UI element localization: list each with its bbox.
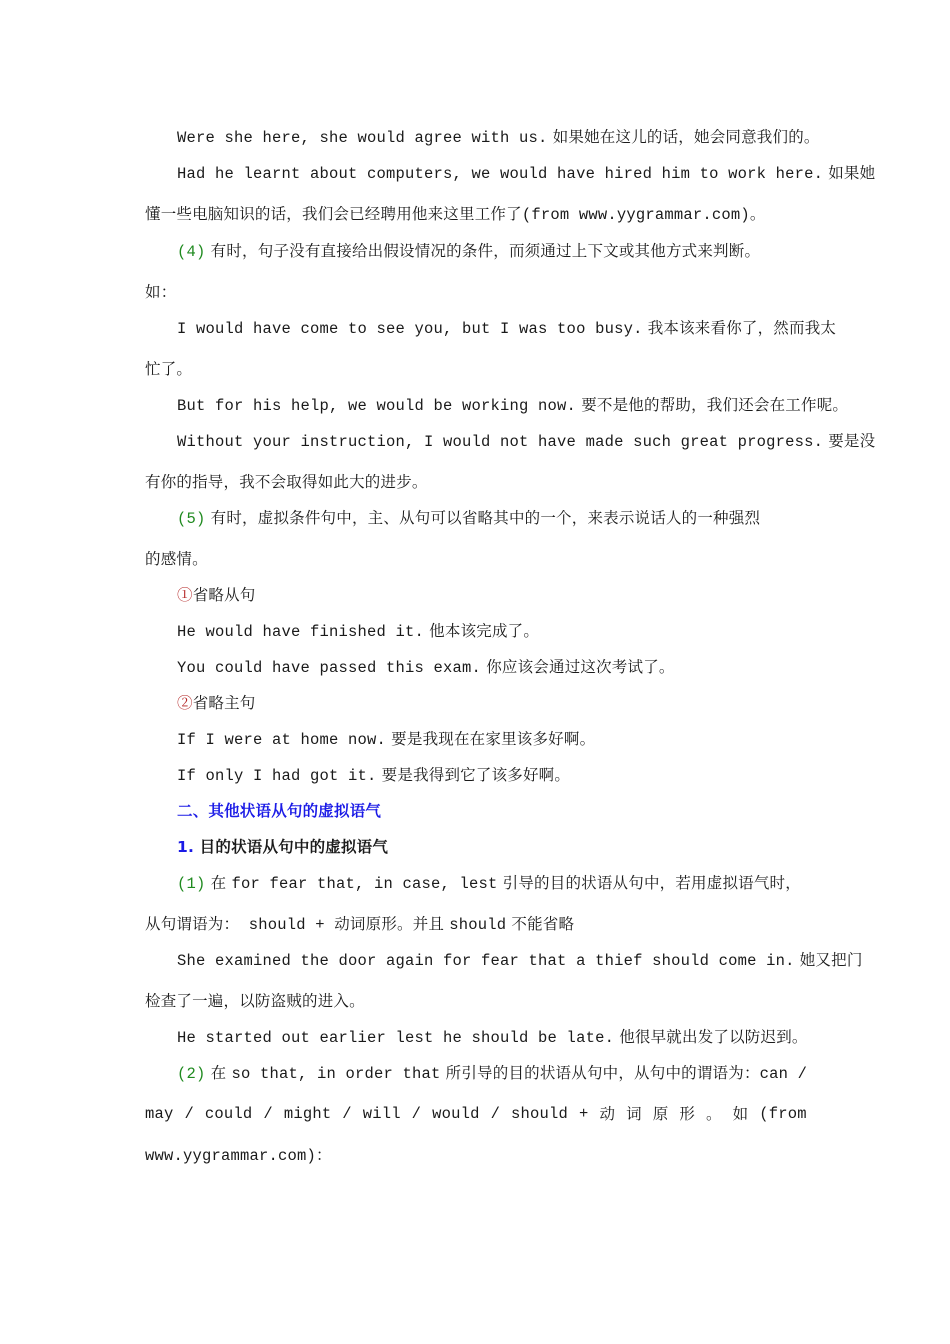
example-translation-continued: 懂一些电脑知识的话，我们会已经聘用他来这里工作了(from www.yygrammar.com)。 [145,205,766,224]
example-line-had-he-learnt: Had he learnt about computers, we would have hired him to work here. 如果她 [177,164,876,183]
rule-2-source-line: www.yygrammar.com)： [145,1146,332,1165]
subsection-number: 1. [177,838,195,856]
rule-5-paragraph: (5) 有时，虚拟条件句中，主、从句可以省略其中的一个，来表示说话人的一种强烈 [177,509,761,528]
rule-number: (5) [177,510,206,528]
rule-1-paragraph: (1) 在 for fear that, in case, lest 引导的目的状语从句中，若用虚拟语气时， [177,874,801,893]
circled-two-marker: ② [177,694,193,712]
rule-1-continued: 从句谓语为： should + 动词原形。并且 should 不能省略 [145,915,575,934]
rule-number: (1) [177,875,206,893]
example-line-if-only: If only I had got it. 要是我得到它了该多好啊。 [177,766,571,785]
example-line-would-have-finished: He would have finished it. 他本该完成了。 [177,622,540,641]
subpoint-omit-clause: ①省略从句 [177,586,256,604]
example-line-she-examined: She examined the door again for fear that a thief should come in. 她又把门 [177,951,863,970]
example-translation-continued: 忙了。 [145,360,193,378]
example-line-he-started-out: He started out earlier lest he should be late. 他很早就出发了以防迟到。 [177,1028,808,1047]
example-translation-continued: 检查了一遍，以防盗贼的进入。 [145,992,365,1010]
rule-4-continued: 如： [145,283,177,301]
section-heading: 二、其他状语从句的虚拟语气 [177,802,382,820]
rule-number: (4) [177,243,206,261]
example-line-could-have-passed: You could have passed this exam. 你应该会通过这次考试了。 [177,658,675,677]
example-line-but-for-his-help: But for his help, we would be working now. 要不是他的帮助，我们还会在工作呢。 [177,396,849,415]
rule-2-paragraph: (2) 在 so that, in order that 所引导的目的状语从句中，从句中的谓语为：can / [177,1064,808,1083]
example-line-if-i-were-at-home: If I were at home now. 要是我现在在家里该多好啊。 [177,730,596,749]
example-line-were-she-here: Were she here, she would agree with us. 如果她在这儿的话，她会同意我们的。 [177,128,820,147]
rule-2-modal-list: may / could / might / will / would / should + 动 词 原 形 。 如 (from [145,1105,807,1123]
example-line-would-have-come: I would have come to see you, but I was too busy. 我本该来看你了，然而我太 [177,319,837,338]
subsection-heading: 1. 目的状语从句中的虚拟语气 [177,838,389,856]
circled-one-marker: ① [177,586,193,604]
example-line-without-your-instruction: Without your instruction, I would not have made such great progress. 要是没 [177,432,876,451]
rule-5-continued: 的感情。 [145,550,208,568]
example-translation-continued: 有你的指导，我不会取得如此大的进步。 [145,473,428,491]
rule-4-paragraph: (4) 有时，句子没有直接给出假设情况的条件，而须通过上下文或其他方式来判断。 [177,242,761,261]
subpoint-omit-main-clause: ②省略主句 [177,694,256,712]
rule-number: (2) [177,1065,206,1083]
